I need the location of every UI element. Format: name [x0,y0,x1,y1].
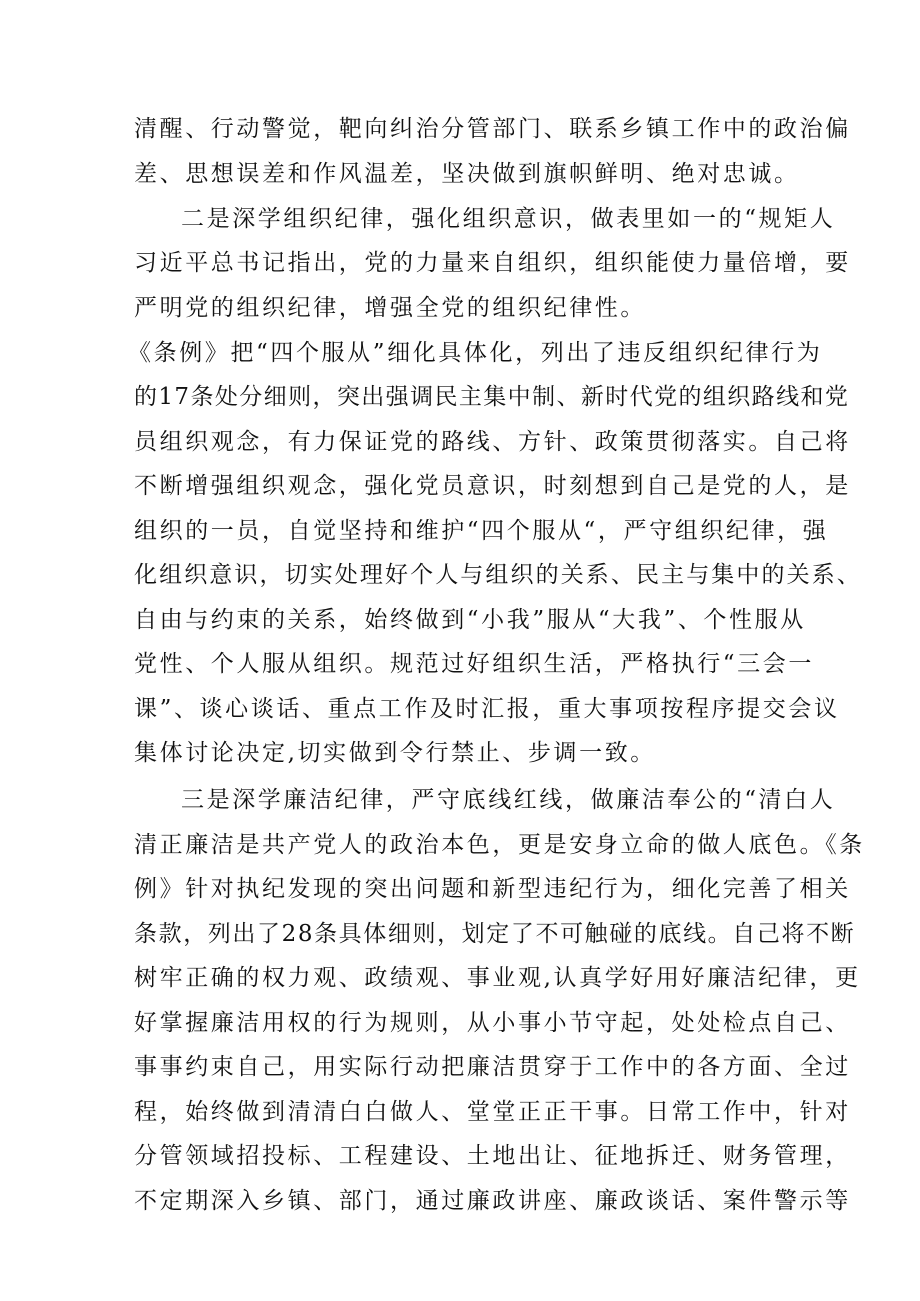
text-line: 党性、个人服从组织。规范过好组织生活，严格执行“三会一 [134,651,814,677]
text-line: 分管领域招投标、工程建设、土地出让、征地拆迁、财务管理， [134,1143,851,1169]
paragraph-heading-3: 三是深学廉洁纪律，严守底线红线，做廉洁奉公的“清白人 [181,787,836,813]
text-line: 的17条处分细则，突出强调民主集中制、新时代党的组织路线和党 [134,384,850,410]
text-line: 树牢正确的权力观、政绩观、事业观,认真学好用好廉洁纪律，更 [134,965,861,991]
text-line: 清正廉洁是共产党人的政治本色，更是安身立命的做人底色。《条 [134,832,865,858]
text-line: 课”、谈心谈话、重点工作及时汇报，重大事项按程序提交会议 [134,696,840,722]
text-line: 严明党的组织纪律，增强全党的组织纪律性。 [134,295,646,321]
text-line: 程，始终做到清清白白做人、堂堂正正干事。日常工作中，针对 [134,1099,851,1125]
text-line: 习近平总书记指出，党的力量来自组织，组织能使力量倍增，要 [134,250,851,276]
text-line: 例》针对执纪发现的突出问题和新型违纪行为，细化完善了相关 [134,876,851,902]
text-line: 条款，列出了28条具体细则，划定了不可触碰的底线。自己将不断 [134,921,856,947]
text-line: 好掌握廉洁用权的行为规则，从小事小节守起，处处检点自己、 [134,1010,851,1036]
text-line: 清醒、行动警觉，靶向纠治分管部门、联系乡镇工作中的政治偏 [134,116,851,142]
text-line: 不定期深入乡镇、部门，通过廉政讲座、廉政谈话、案件警示等 [134,1188,851,1214]
paragraph-heading-2: 二是深学组织纪律，强化组织意识，做表里如一的“规矩人 [181,206,836,232]
text-line: 化组织意识，切实处理好个人与组织的关系、民主与集中的关系、 [134,562,862,588]
text-line: 不断增强组织观念，强化党员意识，时刻想到自己是党的人，是 [134,473,851,499]
text-line: 事事约束自己，用实际行动把廉洁贯穿于工作中的各方面、全过 [134,1054,851,1080]
text-line: 集体讨论决定,切实做到令行禁止、步调一致。 [134,740,656,766]
text-line: 差、思想误差和作风温差，坚决做到旗帜鲜明、绝对忠诚。 [134,161,800,187]
text-line: 《条例》把“四个服从”细化具体化，列出了违反组织纪律行为 [128,340,823,366]
text-line: 组织的一员，自觉坚持和维护“四个服从“，严守组织纪律，强 [134,518,829,544]
text-line: 自由与约束的关系，始终做到“小我”服从“大我”、个性服从 [134,607,806,633]
text-line: 员组织观念，有力保证党的路线、方针、政策贯彻落实。自己将 [134,429,851,455]
